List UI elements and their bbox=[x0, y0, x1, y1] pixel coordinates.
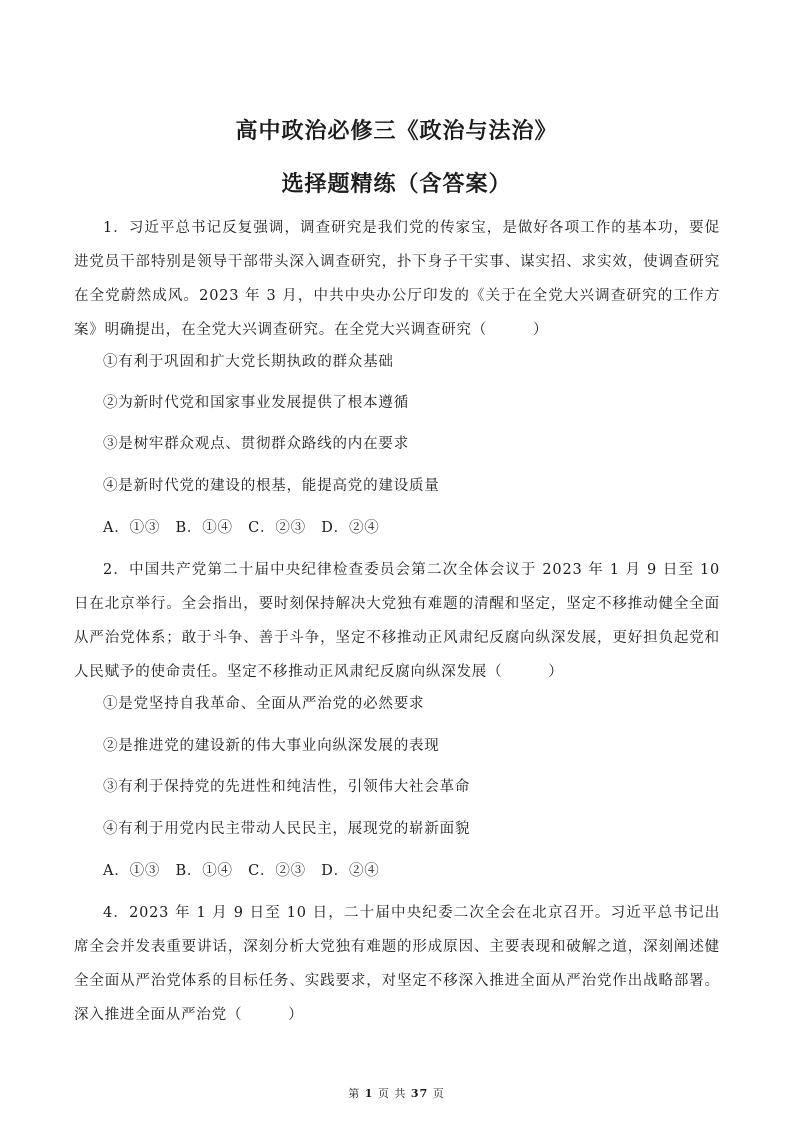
question-2-option-3: ③有利于保持党的先进性和纯洁性，引领伟大社会革命 bbox=[103, 779, 471, 795]
total-page-count: 37 bbox=[410, 1087, 429, 1100]
question-1-answer-choices: A．①③ B．①④ C．②③ D．②④ bbox=[103, 520, 380, 536]
footer-middle: 页 共 bbox=[377, 1087, 407, 1100]
question-1-option-1: ①有利于巩固和扩大党长期执政的群众基础 bbox=[103, 354, 394, 370]
question-4-stem: 4．2023 年 1 月 9 日至 10 日，二十届中央纪委二次全会在北京召开。习近平总书记出席全会并发表重要讲话，深刻分析大党独有难题的形成原因、主要表现和破解之道，深刻阐述健全全面从严治党体系的目标任务、实践要求，对坚定不移深入推进全面从严治党作出战略部署。深入推进全面从严治党（ ） bbox=[74, 905, 720, 1023]
question-2-answer-choices: A．①③ B．①④ C．②③ D．②④ bbox=[103, 863, 380, 879]
question-2-option-2: ②是推进党的建设新的伟大事业向纵深发展的表现 bbox=[103, 738, 440, 754]
question-1-stem: 1．习近平总书记反复强调，调查研究是我们党的传家宝，是做好各项工作的基本功，要促进党员干部特别是领导干部带头深入调查研究，扑下身子干实事、谋实招、求实效，使调查研究在全党蔚然成风。2023 年 3 月，中共中央办公厅印发的《关于在全党大兴调查研究的工作方案》明确提出，在全党大兴调查研究。在全党大兴调查研究（ ） bbox=[74, 220, 720, 338]
document-subtitle: 选择题精练（含答案） bbox=[281, 171, 512, 197]
question-1-option-4: ④是新时代党的建设的根基，能提高党的建设质量 bbox=[103, 478, 440, 494]
question-2-stem: 2．中国共产党第二十届中央纪律检查委员会第二次全体会议于 2023 年 1 月 9 日至 10 日在北京举行。全会指出，要时刻保持解决大党独有难题的清醒和坚定，坚定不移推动健全全面从严治党体系；敢于斗争、善于斗争，坚定不移推动正风肃纪反腐向纵深发展，更好担负起党和人民赋予的使命责任。坚定不移推动正风肃纪反腐向纵深发展（ ） bbox=[74, 562, 720, 680]
footer-prefix: 第 bbox=[348, 1087, 361, 1100]
question-1-option-2: ②为新时代党和国家事业发展提供了根本遵循 bbox=[103, 395, 409, 411]
current-page-number: 1 bbox=[364, 1087, 374, 1100]
question-2-option-1: ①是党坚持自我革命、全面从严治党的必然要求 bbox=[103, 696, 425, 712]
question-1-option-3: ③是树牢群众观点、贯彻群众路线的内在要求 bbox=[103, 436, 409, 452]
page-footer bbox=[0, 1085, 793, 1101]
document-title: 高中政治必修三《政治与法治》 bbox=[235, 118, 558, 144]
footer-suffix: 页 bbox=[432, 1087, 445, 1100]
question-2-option-4: ④有利于用党内民主带动人民民主，展现党的崭新面貌 bbox=[103, 821, 471, 837]
